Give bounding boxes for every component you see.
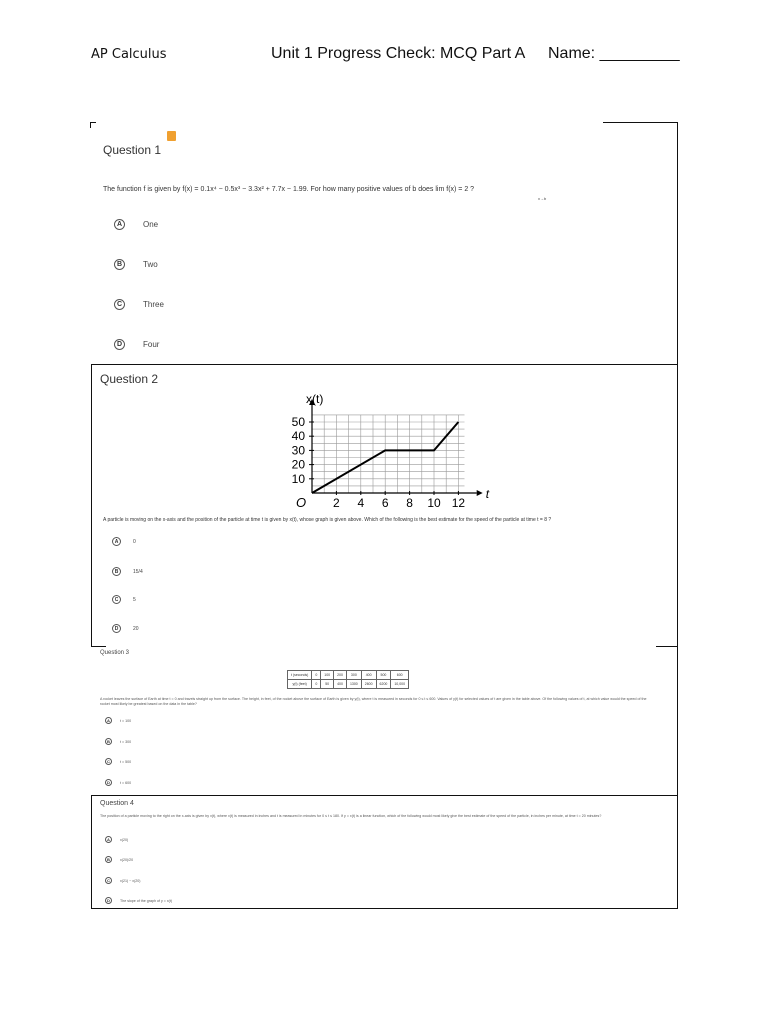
q4-option-a[interactable]	[105, 836, 128, 843]
frame-left-tick	[90, 122, 91, 128]
q2-option-b[interactable]	[112, 567, 143, 576]
q3-option-a[interactable]	[105, 717, 131, 724]
graph-axes	[309, 399, 483, 496]
option-d-text: t = 600	[120, 780, 132, 785]
y-axis-label: x(t)	[306, 391, 324, 406]
option-a-bubble[interactable]: A	[112, 537, 121, 546]
position-graph	[280, 388, 490, 513]
q3-option-b[interactable]	[105, 738, 131, 745]
option-a-text: One	[143, 220, 159, 229]
option-b-text: x(20)/20	[120, 857, 134, 862]
option-c-bubble[interactable]: C	[105, 758, 112, 765]
option-a-bubble[interactable]: A	[105, 836, 112, 843]
q1-option-b[interactable]	[114, 259, 158, 270]
q2-option-a[interactable]	[112, 537, 136, 546]
x-tick-label: 4	[357, 496, 365, 510]
q2-option-c[interactable]	[112, 595, 136, 604]
option-d-text: Four	[143, 340, 160, 349]
data-table	[287, 670, 409, 689]
question-4-title: Question 4	[100, 800, 134, 807]
table-cell: 0	[312, 671, 321, 680]
table-cell: 2600	[361, 680, 376, 689]
limit-subscript: x→b	[538, 196, 547, 201]
name-field: Name: _________	[548, 45, 680, 62]
option-b-text: 15/4	[133, 568, 143, 575]
table-cell: 10,000	[391, 680, 409, 689]
q3-option-c[interactable]	[105, 758, 131, 765]
option-c-bubble[interactable]: C	[105, 877, 112, 884]
table-cell: 100	[321, 671, 334, 680]
question-3-title: Question 3	[100, 650, 130, 656]
option-b-bubble[interactable]: B	[105, 856, 112, 863]
table-cell: 500	[376, 671, 391, 680]
question-1-stem: The function f is given by f(x) = 0.1x⁴ − 0.5x³ − 3.3x² + 7.7x − 1.99. For how many positive values of b does lim f(x) = 2 ?	[103, 186, 475, 193]
q2-option-d[interactable]	[112, 624, 139, 633]
q3-option-d[interactable]	[105, 779, 131, 786]
divider-q2-q3-right	[656, 646, 678, 647]
option-d-bubble[interactable]: D	[105, 779, 112, 786]
y-tick-label: 10	[291, 471, 305, 486]
x-tick-label: 6	[381, 496, 389, 510]
table-cell: 600	[391, 671, 409, 680]
option-b-bubble[interactable]: B	[105, 738, 112, 745]
divider-q2-q3	[91, 646, 106, 647]
option-c-text: Three	[143, 300, 164, 309]
option-a-text: 0	[133, 538, 136, 545]
table-cell: 1300	[346, 680, 361, 689]
table-cell: 0	[312, 680, 321, 689]
option-c-text: x(21) − x(20)	[120, 878, 141, 883]
option-a-text: x(20)	[120, 837, 129, 842]
question-2-stem: A particle is moving on the x-axis and the position of the particle at time t is given by x(t), whose graph is given above. Which of the following is the best estimate for the speed of the particle at time t = 8 ?	[103, 517, 552, 523]
graph-grid	[312, 415, 465, 493]
q1-option-a[interactable]	[114, 219, 158, 230]
y-tick-label: 20	[291, 457, 305, 472]
course-label: AP Calculus	[91, 47, 167, 62]
table-cell: t (seconds)	[288, 671, 312, 680]
x-tick-label: 8	[406, 496, 413, 510]
option-c-bubble[interactable]: C	[112, 595, 121, 604]
option-c-bubble[interactable]: C	[114, 299, 125, 310]
table-cell: 6200	[376, 680, 391, 689]
option-b-bubble[interactable]: B	[112, 567, 121, 576]
table-cell: 300	[346, 671, 361, 680]
divider-q1-q2	[91, 364, 678, 365]
x-tick-label: 12	[451, 496, 466, 510]
question-4-stem: The position of a particle moving to the right on the x-axis is given by x(t), where x(t) is measured in inches and t is measured in minutes for 0 ≤ t ≤ 180. If y = x(t) is a linear function, which of the following would most likely give the best estimate of the speed of the particle, in inches per minute, at time t = 20 minutes?	[100, 814, 602, 818]
option-d-bubble[interactable]: D	[114, 339, 125, 350]
frame-bottom	[91, 908, 678, 909]
table-row	[288, 680, 409, 689]
option-d-bubble[interactable]: D	[105, 897, 112, 904]
table-cell: 50	[321, 680, 334, 689]
q4-option-c[interactable]	[105, 877, 140, 884]
table-cell: y(t) (feet)	[288, 680, 312, 689]
option-b-text: Two	[143, 260, 158, 269]
y-tick-label: 50	[291, 415, 305, 429]
option-a-bubble[interactable]: A	[105, 717, 112, 724]
option-d-text: The slope of the graph of y = x(t)	[120, 898, 173, 903]
q1-option-c[interactable]	[114, 299, 164, 310]
option-a-bubble[interactable]: A	[114, 219, 125, 230]
table-cell: 200	[334, 671, 347, 680]
option-a-text: t = 100	[120, 718, 132, 723]
option-b-text: t = 300	[120, 739, 132, 744]
frame-left-mid	[91, 364, 92, 647]
option-d-bubble[interactable]: D	[112, 624, 121, 633]
q1-option-d[interactable]	[114, 339, 159, 350]
question-1-title: Question 1	[103, 143, 162, 157]
page-title: Unit 1 Progress Check: MCQ Part A	[271, 45, 526, 62]
calculator-icon[interactable]	[167, 131, 176, 141]
question-2-title: Question 2	[100, 372, 159, 386]
table-cell: 400	[361, 671, 376, 680]
question-3-stem: A rocket leaves the surface of Earth at time t = 0 and travels straight up from the surface. The height, in feet, of the rocket above the surface of Earth is given by y(t), where t is measured in seconds for 0 ≤ t ≤ 600. Values of y(t) for selected values of t are given in the table above. Of the following values of t, at which value would the speed of the rocket most likely be greatest based on the data in the table?	[100, 697, 647, 706]
x-axis-arrow	[477, 490, 483, 496]
origin-label: O	[296, 495, 307, 510]
q4-option-b[interactable]	[105, 856, 133, 863]
table-header-row	[288, 671, 409, 680]
x-tick-label: 10	[427, 496, 441, 510]
option-c-text: 5	[133, 596, 136, 603]
table-cell: 400	[334, 680, 347, 689]
x-axis-label: t	[485, 487, 490, 501]
x-tick-label: 2	[333, 496, 340, 510]
frame-right	[677, 122, 678, 909]
option-c-text: t = 500	[120, 759, 132, 764]
y-tick-label: 40	[291, 429, 305, 444]
option-b-bubble[interactable]: B	[114, 259, 125, 270]
y-tick-label: 30	[291, 443, 305, 458]
q4-option-d[interactable]	[105, 897, 172, 904]
divider-q3-q4	[91, 795, 678, 796]
frame-left-lower	[91, 795, 92, 909]
option-d-text: 20	[133, 625, 139, 632]
frame-top-right	[603, 122, 678, 123]
